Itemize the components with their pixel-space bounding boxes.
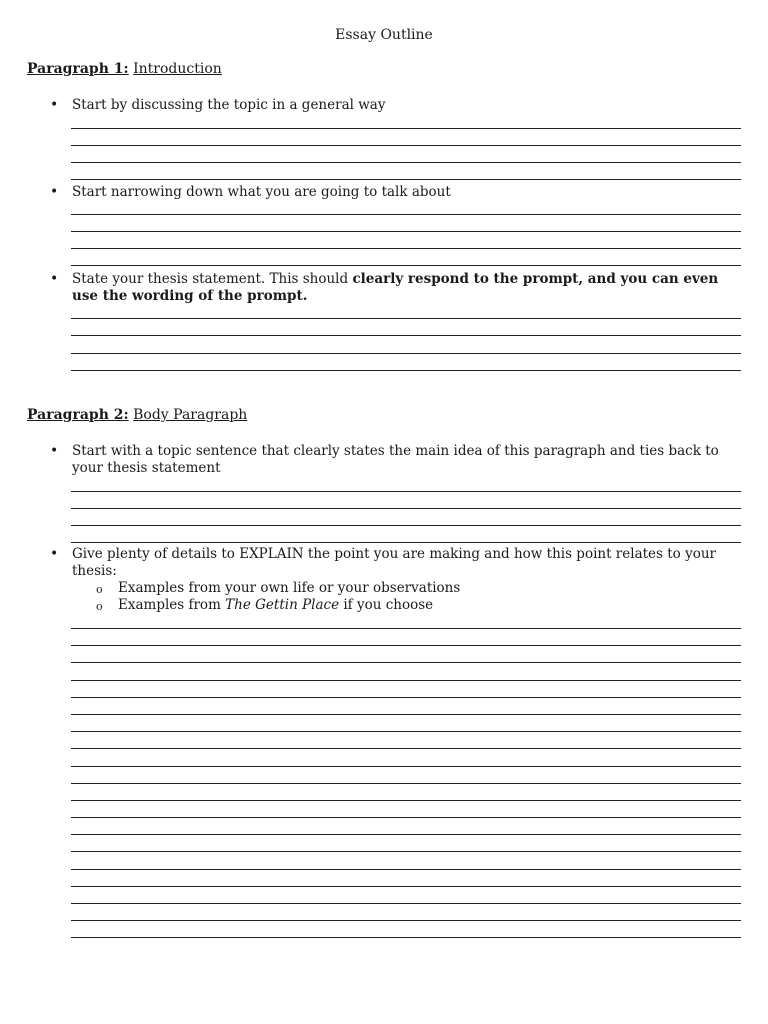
bullet-icon: • <box>50 184 59 200</box>
p1-bullet-3-text <box>72 271 740 305</box>
writing-line[interactable] <box>71 162 741 163</box>
writing-line[interactable] <box>71 128 741 129</box>
p2-sub-2-text-a: Examples from <box>118 597 226 613</box>
writing-line[interactable] <box>71 370 741 371</box>
writing-line[interactable] <box>71 903 741 904</box>
writing-line[interactable] <box>71 662 741 663</box>
writing-line[interactable] <box>71 920 741 921</box>
paragraph-2-heading <box>27 406 247 424</box>
paragraph-1-colon: : <box>123 61 129 77</box>
p1-bullet-3-text-a: State your thesis statement. This should <box>72 271 353 287</box>
p1-bullet-3-text-b: . <box>302 288 308 304</box>
p1-bullet-3-bold: clearly respond to the prompt, and you can even use the wording of the prompt <box>72 271 719 304</box>
writing-line[interactable] <box>71 145 741 146</box>
writing-line[interactable] <box>71 491 741 492</box>
p2-sub-1-text: Examples from your own life or your observations <box>118 580 461 596</box>
bullet-icon: • <box>50 271 59 287</box>
writing-line[interactable] <box>71 265 741 266</box>
writing-line[interactable] <box>71 886 741 887</box>
writing-line[interactable] <box>71 766 741 767</box>
paragraph-2-colon: : <box>123 407 129 423</box>
p2-bullet-2-text: Give plenty of details to EXPLAIN the point you are making and how this point relates to your thesis: <box>72 546 716 579</box>
p1-bullet-2-text: Start narrowing down what you are going to talk about <box>72 184 451 200</box>
writing-line[interactable] <box>71 731 741 732</box>
bullet-icon: • <box>50 546 59 562</box>
writing-line[interactable] <box>71 817 741 818</box>
p1-bullet-1-text: Start by discussing the topic in a general way <box>72 97 386 113</box>
writing-line[interactable] <box>71 697 741 698</box>
writing-line[interactable] <box>71 508 741 509</box>
writing-line[interactable] <box>71 937 741 938</box>
p2-bullet-1-text: Start with a topic sentence that clearly states the main idea of this paragraph and ties back to your thesis statement <box>72 443 719 476</box>
p2-sub-2-text-b: if you choose <box>339 597 434 613</box>
p2-sub-2-text <box>118 597 433 614</box>
p2-sub-2-italic: The Gettin Place <box>225 597 340 613</box>
writing-line[interactable] <box>71 834 741 835</box>
writing-line[interactable] <box>71 645 741 646</box>
writing-line[interactable] <box>71 869 741 870</box>
sub-bullet-icon: o <box>96 600 103 613</box>
bullet-icon: • <box>50 97 59 113</box>
writing-line[interactable] <box>71 353 741 354</box>
writing-line[interactable] <box>71 680 741 681</box>
writing-line[interactable] <box>71 231 741 232</box>
paragraph-2-name: Body Paragraph <box>133 407 248 423</box>
writing-line[interactable] <box>71 628 741 629</box>
writing-line[interactable] <box>71 214 741 215</box>
sub-bullet-icon: o <box>96 583 103 596</box>
writing-line[interactable] <box>71 248 741 249</box>
writing-line[interactable] <box>71 800 741 801</box>
page-title: Essay Outline <box>335 27 433 43</box>
writing-line[interactable] <box>71 318 741 319</box>
paragraph-1-heading <box>27 60 222 78</box>
paragraph-2-label: Paragraph 2 <box>27 407 124 423</box>
writing-line[interactable] <box>71 783 741 784</box>
writing-line[interactable] <box>71 748 741 749</box>
bullet-icon: • <box>50 443 59 459</box>
paragraph-1-name: Introduction <box>133 61 222 77</box>
writing-line[interactable] <box>71 335 741 336</box>
writing-line[interactable] <box>71 525 741 526</box>
writing-line[interactable] <box>71 851 741 852</box>
paragraph-1-label: Paragraph 1 <box>27 61 124 77</box>
writing-line[interactable] <box>71 542 741 543</box>
writing-line[interactable] <box>71 179 741 180</box>
writing-line[interactable] <box>71 714 741 715</box>
